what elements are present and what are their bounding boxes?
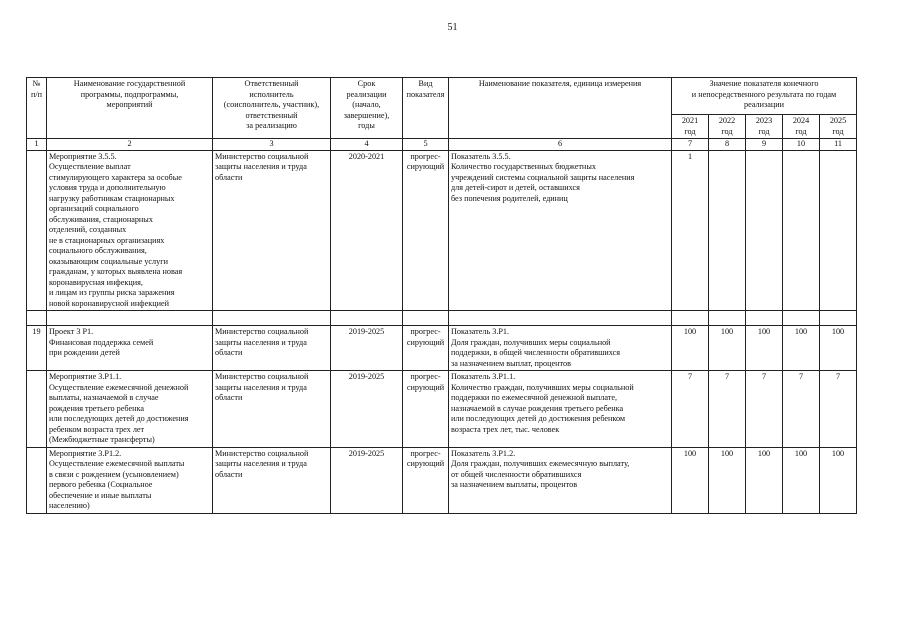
executor: Министерство социальной защиты населения и труда области xyxy=(213,371,331,448)
row-number xyxy=(27,371,47,448)
header-year: 2023 год xyxy=(746,115,783,139)
value-2024: 100 xyxy=(783,326,820,371)
header-name: Наименование государственной программы, подпрограммы, мероприятий xyxy=(47,78,213,139)
table-header xyxy=(27,78,857,151)
row-number xyxy=(27,447,47,513)
indicator-name: Показатель 3.Р1. Доля граждан, получивших меры социальной поддержки, в общей численности обратившихся за назначением выплат, процентов xyxy=(449,326,672,371)
activity-name: Мероприятие 3.5.5. Осуществление выплат стимулирующего характера за особые условия труда и дополнительную нагрузку работникам стационарных организаций социального обслуживания, стационарных отделений, созданных не в стационарных организациях социального обслуживания, оказывающим социальные услуги гражданам, у которых выявлена новая коронавирусная инфекция, и лицам из группы риска заражения новой коронавирусной инфекцией xyxy=(47,150,213,311)
period: 2020-2021 xyxy=(331,150,403,311)
header-kind: Вид показателя xyxy=(403,78,449,139)
header-year: 2022 год xyxy=(709,115,746,139)
header-year: 2025 год xyxy=(820,115,857,139)
activity-name: Проект 3 Р1. Финансовая поддержка семей при рождении детей xyxy=(47,326,213,371)
period: 2019-2025 xyxy=(331,326,403,371)
table-row xyxy=(27,326,857,371)
value-2023: 100 xyxy=(746,447,783,513)
indicator-kind: прогрес- сирующий xyxy=(403,150,449,311)
column-number: 1 xyxy=(27,139,47,151)
column-number: 5 xyxy=(403,139,449,151)
header-value-group: Значение показателя конечного и непосредственного результата по годам реализации xyxy=(672,78,857,115)
table-row xyxy=(27,371,857,448)
indicator-kind: прогрес- сирующий xyxy=(403,371,449,448)
column-number: 7 xyxy=(672,139,709,151)
header-executor: Ответственный исполнитель (соисполнитель, участник), ответственный за реализацию xyxy=(213,78,331,139)
column-number: 8 xyxy=(709,139,746,151)
header-period: Срок реализации (начало, завершение), годы xyxy=(331,78,403,139)
column-number: 9 xyxy=(746,139,783,151)
activity-name: Мероприятие 3.Р1.2. Осуществление ежемесячной выплаты в связи с рождением (усыновлением) первого ребенка (Социальное обеспечение и иные выплаты населению) xyxy=(47,447,213,513)
table-row xyxy=(27,447,857,513)
value-2021: 1 xyxy=(672,150,709,311)
column-number: 11 xyxy=(820,139,857,151)
value-2023 xyxy=(746,150,783,311)
indicator-name: Показатель 3.Р1.2. Доля граждан, получивших ежемесячную выплату, от общей численности обратившихся за назначением выплаты, процентов xyxy=(449,447,672,513)
activity-name: Мероприятие 3.Р1.1. Осуществление ежемесячной денежной выплаты, назначаемой в случае рождения третьего ребенка или последующих детей до достижения ребенком возраста трех лет (Межбюджетные трансферты) xyxy=(47,371,213,448)
value-2022: 100 xyxy=(709,447,746,513)
header-indicator: Наименование показателя, единица измерения xyxy=(449,78,672,139)
column-number: 2 xyxy=(47,139,213,151)
header-year: 2021 год xyxy=(672,115,709,139)
period: 2019-2025 xyxy=(331,447,403,513)
row-number xyxy=(27,150,47,311)
column-number: 4 xyxy=(331,139,403,151)
column-number: 3 xyxy=(213,139,331,151)
indicator-name: Показатель 3.5.5. Количество государственных бюджетных учреждений системы социальной защиты населения для детей-сирот и детей, оставшихся без попечения родителей, единиц xyxy=(449,150,672,311)
table-row xyxy=(27,150,857,311)
value-2024 xyxy=(783,150,820,311)
executor: Министерство социальной защиты населения и труда области xyxy=(213,326,331,371)
value-2024: 7 xyxy=(783,371,820,448)
table-spacer-row xyxy=(27,311,857,326)
header-no: № п/п xyxy=(27,78,47,139)
indicator-kind: прогрес- сирующий xyxy=(403,447,449,513)
column-number-row xyxy=(27,139,857,151)
page-number: 51 xyxy=(447,22,458,33)
column-number: 6 xyxy=(449,139,672,151)
value-2024: 100 xyxy=(783,447,820,513)
value-2025: 100 xyxy=(820,326,857,371)
row-number: 19 xyxy=(27,326,47,371)
value-2021: 100 xyxy=(672,326,709,371)
indicator-name: Показатель 3.Р1.1. Количество граждан, получивших меры социальной поддержки по ежемесячной денежной выплате, назначаемой в случае рождения третьего ребенка или последующих детей до достижения ребенком возраста трех лет, тыс. человек xyxy=(449,371,672,448)
value-2021: 100 xyxy=(672,447,709,513)
value-2022 xyxy=(709,150,746,311)
value-2025: 7 xyxy=(820,371,857,448)
value-2022: 100 xyxy=(709,326,746,371)
value-2023: 7 xyxy=(746,371,783,448)
indicator-kind: прогрес- сирующий xyxy=(403,326,449,371)
header-year: 2024 год xyxy=(783,115,820,139)
value-2025 xyxy=(820,150,857,311)
value-2023: 100 xyxy=(746,326,783,371)
executor: Министерство социальной защиты населения и труда области xyxy=(213,150,331,311)
value-2022: 7 xyxy=(709,371,746,448)
executor: Министерство социальной защиты населения и труда области xyxy=(213,447,331,513)
value-2021: 7 xyxy=(672,371,709,448)
column-number: 10 xyxy=(783,139,820,151)
value-2025: 100 xyxy=(820,447,857,513)
period: 2019-2025 xyxy=(331,371,403,448)
indicators-table xyxy=(26,77,857,514)
